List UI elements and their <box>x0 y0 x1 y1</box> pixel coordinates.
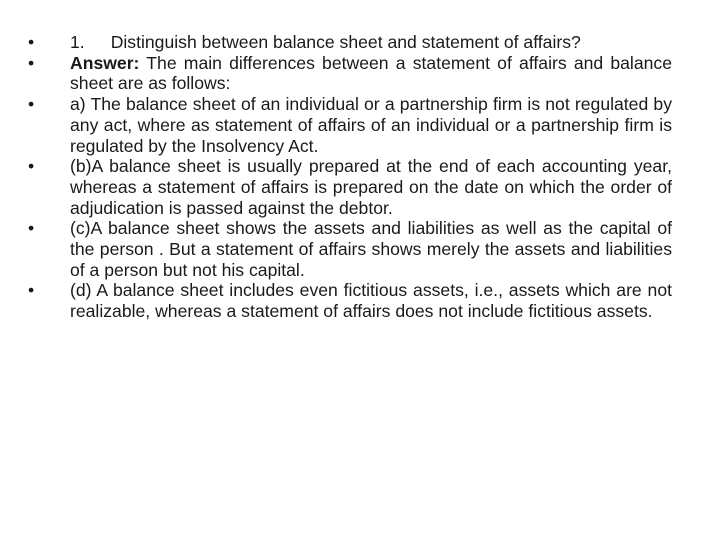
difference-b-text: (b)A balance sheet is usually prepared at the end of each accounting year, whereas a statement of affairs is prepared on the date on which the order of adjudication is passed against the debtor. <box>70 156 672 218</box>
list-item-difference-b <box>28 156 672 218</box>
question-text: Distinguish between balance sheet and statement of affairs? <box>110 32 581 52</box>
list-item-answer <box>28 53 672 94</box>
bullet-icon: • <box>28 218 35 239</box>
bullet-list <box>28 32 672 322</box>
bullet-icon: • <box>28 94 35 115</box>
question-number: 1. <box>70 32 85 52</box>
bullet-icon: • <box>28 32 35 52</box>
difference-c-text: (c)A balance sheet shows the assets and liabilities as well as the capital of the person . But a statement of affairs shows merely the assets and liabilities of a person but not his capital. <box>70 218 672 280</box>
bullet-icon: • <box>28 280 35 301</box>
answer-label: Answer: <box>70 52 140 73</box>
list-item-difference-d <box>28 280 672 321</box>
difference-d-text: (d) A balance sheet includes even fictitious assets, i.e., assets which are not realizable, whereas a statement of affairs does not include fictitious assets. <box>70 280 672 322</box>
answer-intro-text: The main differences between a statement of affairs and balance sheet are as follows: <box>70 52 672 94</box>
bullet-icon: • <box>28 156 35 177</box>
list-item-difference-a <box>28 94 672 156</box>
list-item-difference-c <box>28 218 672 280</box>
difference-a-text: a) The balance sheet of an individual or a partnership firm is not regulated by any act, where as statement of affairs of an individual or a partnership firm is regulated by the Insolvency Act. <box>70 94 672 156</box>
list-item-question <box>28 32 672 53</box>
bullet-icon: • <box>28 52 35 73</box>
